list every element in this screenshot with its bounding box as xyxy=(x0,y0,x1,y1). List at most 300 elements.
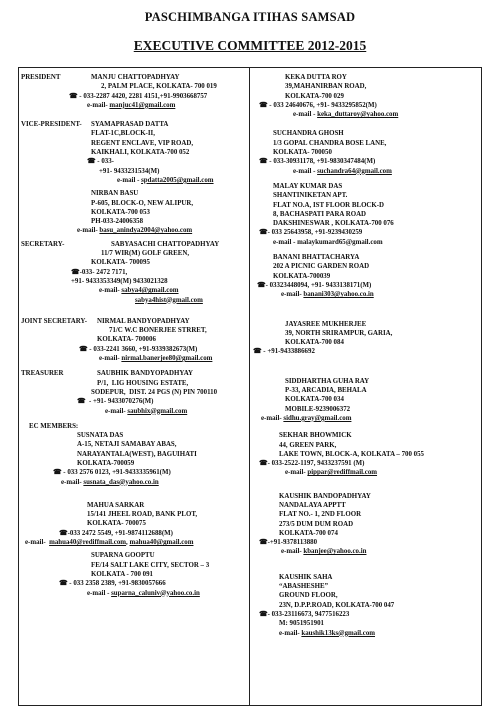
line-text: KEKA DUTTA ROY xyxy=(285,74,347,81)
entry-line xyxy=(253,529,479,538)
right-column xyxy=(253,73,479,638)
entry-text xyxy=(101,82,217,91)
entry-line xyxy=(21,379,247,388)
entry-text xyxy=(257,281,371,290)
entry-text xyxy=(285,320,366,329)
line-text: e-mail- xyxy=(61,478,84,486)
member-entry xyxy=(21,120,247,189)
entry-line xyxy=(21,286,247,295)
email-link[interactable]: manjuc41@gmail.com xyxy=(109,101,176,109)
line-text: A-15, NETAJI SAMABAY ABAS, xyxy=(77,441,177,449)
member-entry xyxy=(253,129,479,181)
entry-text xyxy=(273,238,383,247)
line-text: SEKHAR BHOWMICK xyxy=(279,432,352,440)
entry-text xyxy=(281,290,374,299)
entry-text xyxy=(77,226,192,235)
line-text: NANDALAYA APPTT xyxy=(279,501,346,509)
entry-line xyxy=(21,120,247,129)
entry-line xyxy=(253,320,479,329)
entry-text xyxy=(259,538,317,547)
entry-line xyxy=(253,73,479,82)
line-text: 23N, D.P.P.ROAD, KOLKATA-700 047 xyxy=(279,601,395,609)
line-text: SODEPUR, DIST. 24 PGS (N) PIN 700110 xyxy=(91,388,218,396)
email-link[interactable]: keka_duttaroy@yahoo.com xyxy=(317,111,399,119)
entry-text xyxy=(273,219,394,228)
entry-line xyxy=(253,492,479,501)
column-divider xyxy=(249,67,250,706)
line-text: 39, NORTH SRIRAMPUR, GARIA, xyxy=(285,329,393,337)
line-text: SUCHANDRA GHOSH xyxy=(273,130,344,138)
entry-line xyxy=(253,510,479,519)
entry-text xyxy=(99,167,159,176)
member-entry xyxy=(21,422,247,501)
line-text: MOBILE-9239006372 xyxy=(285,405,351,413)
line-text: e-mail- xyxy=(77,227,100,235)
line-text: e-mail- xyxy=(285,469,308,477)
line-text: e-mail - xyxy=(293,167,318,175)
line-text: e-mail- xyxy=(25,539,50,547)
entry-text xyxy=(91,208,150,217)
entry-line xyxy=(21,217,247,226)
spacer xyxy=(253,478,479,492)
line-text: ☎ - +91-9433886692 xyxy=(253,348,315,356)
entry-text xyxy=(91,570,153,579)
line-text: 11/7 WIR(M) GOLF GREEN, xyxy=(101,250,190,258)
entry-text xyxy=(59,529,173,538)
entry-text xyxy=(279,619,324,628)
entry-text xyxy=(285,92,344,101)
email-link[interactable]: kaushik13ks@gmail.com xyxy=(301,629,376,637)
member-entry xyxy=(21,189,247,239)
role-label: PRESIDENT xyxy=(21,74,61,81)
entry-text xyxy=(97,317,190,326)
entry-text xyxy=(91,129,155,138)
line-text: P/1, LIG HOUSING ESTATE, xyxy=(97,379,189,387)
email-link[interactable]: suparna_caluniv@yahoo.co.in xyxy=(111,589,200,597)
line-text: FLAT NO.- 1, 2ND FLOOR xyxy=(279,511,362,519)
entry-text xyxy=(91,73,180,82)
line-text: +91- 9433231534(M) xyxy=(99,167,160,175)
entry-line xyxy=(21,326,247,335)
entry-line xyxy=(21,468,247,477)
entry-text xyxy=(87,510,197,519)
email-link[interactable]: banani303@yahoo.co.in xyxy=(303,291,374,299)
email-link[interactable]: basu_anindya2004@yahoo.com xyxy=(99,227,193,235)
line-text: ☎-+91-9378113880 xyxy=(259,539,318,547)
email-link[interactable]: nirmal.banerjee80@gmail.com xyxy=(121,355,213,363)
entry-line xyxy=(21,148,247,157)
member-entry xyxy=(21,73,247,120)
entry-text xyxy=(293,110,398,119)
line-text: ☎-033- 2472 7171, xyxy=(71,268,128,276)
entry-text xyxy=(99,354,212,363)
entry-line xyxy=(21,570,247,579)
line-text: “ABASHESHE” xyxy=(279,583,329,591)
line-text: ☎ - 033-30931178, +91-9830347484(M) xyxy=(259,158,376,166)
entry-text xyxy=(285,386,367,395)
entry-line xyxy=(21,519,247,528)
entry-line xyxy=(253,338,479,347)
entry-text xyxy=(279,431,352,440)
email-link[interactable]: susnata_das@yahoo.co.in xyxy=(83,478,159,486)
member-entry xyxy=(253,73,479,129)
entry-line xyxy=(253,219,479,228)
entry-text xyxy=(77,459,134,468)
member-entry xyxy=(21,551,247,597)
entry-line xyxy=(21,551,247,560)
line-text: 202 A PICNIC GARDEN ROAD xyxy=(273,263,370,271)
line-text: SUSNATA DAS xyxy=(77,432,124,440)
line-text: KOLKATA- 700006 xyxy=(97,336,156,344)
line-text: MANJU CHATTOPADHYAY xyxy=(91,74,180,81)
entry-line xyxy=(21,478,247,487)
entry-line xyxy=(253,157,479,166)
member-entry xyxy=(253,253,479,319)
entry-text xyxy=(273,191,347,200)
line-text: e-mail- xyxy=(281,291,304,299)
member-entry xyxy=(21,240,247,317)
line-text: KOLKATA-700 053 xyxy=(91,208,150,216)
entry-line xyxy=(253,450,479,459)
entry-text xyxy=(259,610,349,619)
line-text: M: 9051951901 xyxy=(279,620,324,628)
line-text: , xyxy=(126,539,130,547)
entry-line xyxy=(21,440,247,449)
line-text: SABYASACHI CHATTOPADHYAY xyxy=(111,240,220,248)
member-entry xyxy=(21,501,247,551)
line-text: KOLKATA- 700075 xyxy=(87,520,146,528)
member-entry xyxy=(253,492,479,573)
line-text: KOLKATA-700 029 xyxy=(285,92,344,100)
spacer xyxy=(253,300,479,320)
entry-text xyxy=(91,561,209,570)
entry-text xyxy=(53,468,171,477)
entry-text xyxy=(261,414,351,423)
entry-text xyxy=(135,296,203,305)
entry-line xyxy=(253,610,479,619)
entry-text xyxy=(279,601,394,610)
email-link[interactable]: sabya4@gmail.com xyxy=(121,287,179,295)
entry-line xyxy=(21,450,247,459)
entry-line xyxy=(253,82,479,91)
line-text: KOLKATA-700 074 xyxy=(279,529,338,537)
entry-text xyxy=(109,326,207,335)
line-text: PH-033-24006358 xyxy=(91,218,144,226)
line-text: ☎ - 033 24640676, +91- 9433295852(M) xyxy=(259,101,377,109)
line-text: ☎ - 033- xyxy=(87,158,114,166)
entry-line xyxy=(21,459,247,468)
entry-text xyxy=(281,547,366,556)
entry-text xyxy=(285,338,344,347)
line-text: MALAY KUMAR DAS xyxy=(273,182,343,190)
line-text: BANANI BHATTACHARYA xyxy=(273,254,360,262)
entry-text xyxy=(77,440,176,449)
entry-line xyxy=(253,619,479,628)
role-label: TREASURER xyxy=(21,370,64,378)
entry-line xyxy=(21,354,247,363)
role-label: SECRETARY- xyxy=(21,240,65,248)
entry-text xyxy=(273,182,342,191)
entry-line xyxy=(253,459,479,468)
entry-line xyxy=(253,101,479,110)
entry-text xyxy=(273,201,384,210)
line-text: KAUSHIK SAHA xyxy=(279,573,333,581)
entry-line xyxy=(21,538,247,547)
line-text: SHANTINIKETAN APT. xyxy=(273,192,348,200)
entry-text xyxy=(77,397,153,406)
entry-line xyxy=(21,176,247,185)
entry-text xyxy=(87,501,144,510)
entry-line xyxy=(21,157,247,166)
line-text: ☎ - 033-2241 3660, +91-9339382673(M) xyxy=(79,345,198,353)
entry-line xyxy=(253,431,479,440)
entry-text xyxy=(279,582,328,591)
line-text: SUPARNA GOOPTU xyxy=(91,552,155,560)
entry-line xyxy=(253,191,479,200)
entry-line xyxy=(21,335,247,344)
email-link[interactable]: kbanjee@yahoo.co.in xyxy=(303,548,367,556)
entry-text xyxy=(69,92,207,101)
member-entry xyxy=(253,320,479,377)
entry-text xyxy=(91,551,155,560)
line-text: KOLKATA - 700 091 xyxy=(91,570,153,578)
entry-line xyxy=(253,148,479,157)
entry-line xyxy=(21,139,247,148)
line-text: ☎- 033 25643958, +91-9239430259 xyxy=(259,229,363,237)
line-text: ☎ - 033 2576 0123, +91-9433335961(M) xyxy=(53,469,171,477)
entry-line xyxy=(253,573,479,582)
spacer xyxy=(253,423,479,431)
entry-line xyxy=(253,238,479,247)
entry-text xyxy=(91,258,150,267)
entry-text xyxy=(87,519,146,528)
entry-line xyxy=(21,249,247,258)
entry-text xyxy=(97,335,156,344)
line-text: NARAYANTALA(WEST), BAGUIHATI xyxy=(77,450,197,458)
line-text: KOLKATA- 700095 xyxy=(91,259,150,267)
entry-line xyxy=(21,561,247,570)
email-link[interactable]: saubhix@gmail.com xyxy=(127,407,188,415)
line-text: 1/3 GOPAL CHANDRA BOSE LANE, xyxy=(273,139,387,147)
email-link[interactable]: spdatta2005@gmail.com xyxy=(141,176,214,184)
entry-line xyxy=(253,547,479,556)
entry-line xyxy=(21,240,247,249)
entry-line xyxy=(253,395,479,404)
entry-text xyxy=(91,139,193,148)
entry-line xyxy=(21,268,247,277)
entry-line xyxy=(21,82,247,91)
entry-text xyxy=(285,395,344,404)
entry-line xyxy=(253,468,479,477)
entry-text xyxy=(273,262,369,271)
line-text: e-mail- xyxy=(87,101,110,109)
entry-line xyxy=(253,253,479,262)
entry-line xyxy=(253,441,479,450)
entry-line xyxy=(21,208,247,217)
entry-text xyxy=(273,129,344,138)
entry-line xyxy=(253,501,479,510)
entry-text xyxy=(273,139,386,148)
entry-line xyxy=(253,329,479,338)
entry-text xyxy=(273,210,366,219)
entry-text xyxy=(279,629,375,638)
entry-line xyxy=(21,407,247,416)
organization-name: PASCHIMBANGA ITIHAS SAMSAD xyxy=(144,10,356,24)
entry-text xyxy=(25,538,194,547)
line-text: KOLKATA-700059 xyxy=(77,459,135,467)
line-text: P-33, ARCADIA, BEHALA xyxy=(285,387,367,395)
email-link[interactable]: suchandra64@gmail.com xyxy=(317,167,392,175)
line-text: ☎ - 033 2358 2389, +91-9830057666 xyxy=(59,580,166,588)
member-entry xyxy=(253,377,479,431)
entry-line xyxy=(253,414,479,423)
line-text: ☎ - +91- 9433070276(M) xyxy=(77,398,154,406)
entry-line xyxy=(21,589,247,598)
member-entry xyxy=(21,317,247,369)
entry-text xyxy=(279,501,346,510)
line-text: 71/C W.C BONERJEE STRRET, xyxy=(109,327,207,335)
entry-line xyxy=(253,281,479,290)
entry-text xyxy=(273,253,359,262)
entry-line xyxy=(253,262,479,271)
left-column xyxy=(21,73,247,598)
entry-line xyxy=(253,591,479,600)
entry-text xyxy=(71,268,127,277)
entry-line xyxy=(253,629,479,638)
entry-line xyxy=(253,110,479,119)
entry-text xyxy=(285,82,366,91)
entry-text xyxy=(279,591,338,600)
entry-text xyxy=(117,176,214,185)
spacer xyxy=(253,119,479,129)
entry-line xyxy=(253,386,479,395)
line-text: e-mail- xyxy=(279,629,302,637)
entry-text xyxy=(285,405,350,414)
line-text: SAUBHIK BANDYOPADHYAY xyxy=(97,370,194,378)
entry-line xyxy=(21,258,247,267)
entry-text xyxy=(285,73,347,82)
entry-text xyxy=(279,573,332,582)
line-text: e-mail- xyxy=(105,407,128,415)
line-text: SIDDHARTHA GUHA RAY xyxy=(285,377,370,385)
entry-line xyxy=(21,277,247,286)
entry-text xyxy=(259,101,377,110)
line-text: GROUND FLOOR, xyxy=(279,592,338,600)
entry-line xyxy=(253,405,479,414)
line-text: MAHUA SARKAR xyxy=(87,501,145,509)
line-text: ☎-033 2472 5549, +91-9874112688(M) xyxy=(59,529,173,537)
email-link[interactable]: sabya4hist@gmail.com xyxy=(135,296,203,304)
entry-line xyxy=(21,129,247,138)
line-text: KOLKATA-700 034 xyxy=(285,396,344,404)
spacer xyxy=(21,487,247,501)
line-text: SYAMAPRASAD DATTA xyxy=(91,121,169,129)
entry-line xyxy=(21,189,247,198)
entry-line xyxy=(253,210,479,219)
line-text: e-mail- xyxy=(261,414,284,422)
spacer xyxy=(21,110,247,120)
entry-text xyxy=(87,589,200,598)
line-text: P-605, BLOCK-O, NEW ALIPUR, xyxy=(91,199,194,207)
line-text: FE/14 SALT LAKE CITY, SECTOR – 3 xyxy=(91,561,210,569)
entry-text xyxy=(79,345,197,354)
email-link[interactable]: sidhu.gray@gmail.com xyxy=(283,414,352,422)
line-text: 273/5 DUM DUM ROAD xyxy=(279,520,354,528)
entry-line xyxy=(21,388,247,397)
entry-line xyxy=(253,377,479,386)
role-label: VICE-PRESIDENT- xyxy=(21,121,82,129)
line-text: FLAT-1C,BLOCK-II, xyxy=(91,130,155,138)
member-entry xyxy=(21,369,247,421)
line-text: KAIKHALI, KOLKATA-700 052 xyxy=(91,149,190,157)
entry-line xyxy=(21,397,247,406)
line-text: ☎- 033-23116673, 9477516223 xyxy=(259,610,350,618)
entry-text xyxy=(279,450,424,459)
line-text: ☎ - 033-2287 4420, 2281 4151,+91-9903668757 xyxy=(69,92,208,100)
entry-text xyxy=(259,228,362,237)
entry-line xyxy=(253,272,479,281)
entry-line xyxy=(253,139,479,148)
entry-line xyxy=(21,579,247,588)
entry-text xyxy=(279,441,336,450)
entry-line xyxy=(21,317,247,326)
line-text: KOLKATA-700 084 xyxy=(285,339,344,347)
entry-text xyxy=(285,468,377,477)
entry-line xyxy=(21,345,247,354)
entry-line xyxy=(253,582,479,591)
entry-text xyxy=(91,148,189,157)
entry-line xyxy=(21,101,247,110)
email-link[interactable]: mahua40@gmail.com xyxy=(129,539,194,547)
email-link[interactable]: pippar@rediffmail.com xyxy=(307,469,378,477)
entry-text xyxy=(97,369,193,378)
entry-line xyxy=(253,601,479,610)
entry-text xyxy=(285,377,369,386)
entry-text xyxy=(91,189,138,198)
entry-text xyxy=(97,379,188,388)
line-text: JAYASREE MUKHERJEE xyxy=(285,320,367,328)
entry-text xyxy=(87,157,114,166)
line-text: e-mail - xyxy=(293,111,318,119)
entry-text xyxy=(59,579,166,588)
entry-text xyxy=(279,529,338,538)
entry-text xyxy=(77,431,123,440)
entry-text xyxy=(105,407,187,416)
spacer xyxy=(21,305,247,317)
entry-text xyxy=(279,520,353,529)
entry-line xyxy=(21,510,247,519)
entry-line xyxy=(21,529,247,538)
line-text: DAKSHINESWAR , KOLKATA-700 076 xyxy=(273,220,394,228)
line-text: ☎- 033-2522-1197, 9433237591 (M) xyxy=(259,460,365,468)
line-text: KOLKATA-700039 xyxy=(273,272,331,280)
line-text: NIRBAN BASU xyxy=(91,190,139,198)
entry-text xyxy=(87,101,175,110)
line-text: KAUSHIK BANDOPADHYAY xyxy=(279,492,371,500)
entry-line xyxy=(21,422,247,431)
entry-line xyxy=(21,431,247,440)
line-text: 8, BACHASPATI PARA ROAD xyxy=(273,210,367,218)
line-text: FLAT NO.A, IST FLOOR BLOCK-D xyxy=(273,201,385,209)
entry-text xyxy=(279,510,361,519)
email-link[interactable]: mahua40@rediffmail.com xyxy=(49,539,127,547)
entry-line xyxy=(21,167,247,176)
entry-text xyxy=(99,286,179,295)
line-text: e-mail - malaykumard65@gmail.com xyxy=(273,238,383,246)
entry-line xyxy=(21,73,247,82)
entry-text xyxy=(253,347,315,356)
entry-line xyxy=(253,182,479,191)
